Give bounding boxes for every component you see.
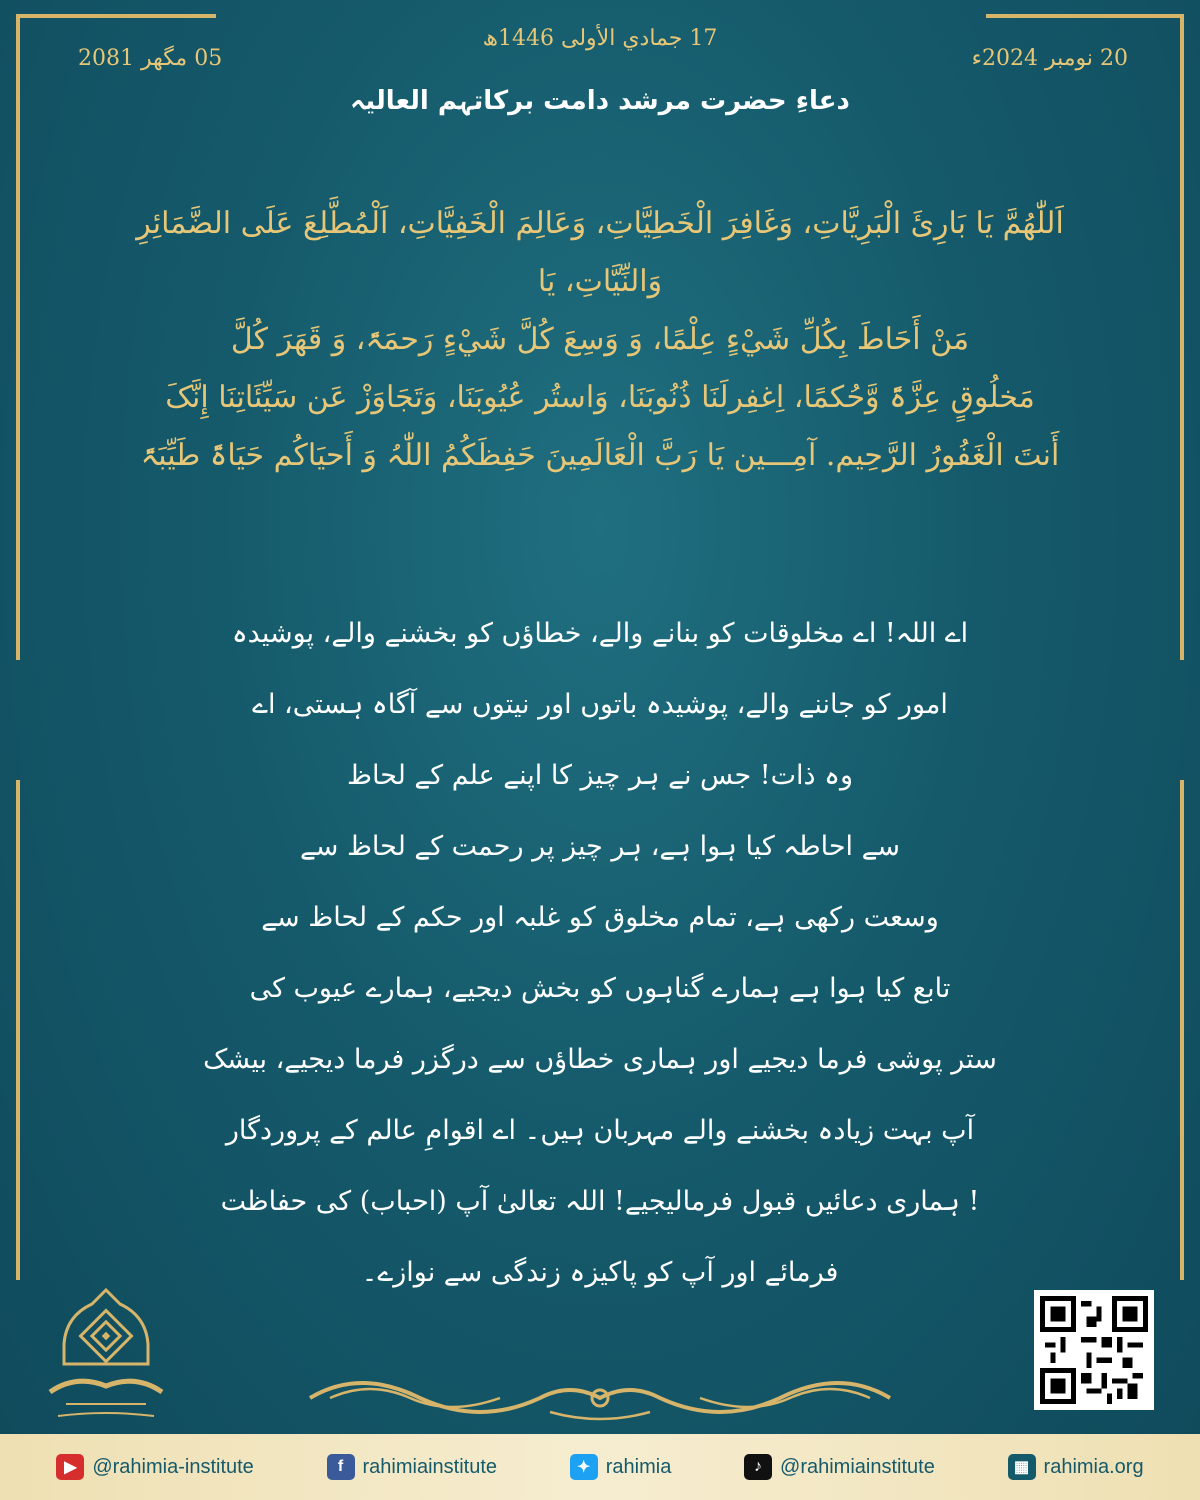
- urdu-line: تابع کیا ہوا ہے ہمارے گناہوں کو بخش دیجیے، ہمارے عیوب کی: [249, 973, 951, 1004]
- arabic-line: مَنْ أَحَاطَ بِکُلِّ شَيْءٍ عِلْمًا، وَ وَسِعَ کُلَّ شَيْءٍ رَحمَۃً، وَ قَھَرَ کُلَّ: [230, 322, 970, 357]
- urdu-line: وہ ذات! جس نے ہر چیز کا اپنے علم کے لحاظ: [347, 760, 853, 791]
- website-link[interactable]: [1008, 1454, 1144, 1480]
- arabic-prayer: [90, 195, 1110, 485]
- decorative-ornament: [300, 1368, 900, 1428]
- qr-code[interactable]: [1034, 1290, 1154, 1410]
- urdu-line: وسعت رکھی ہے، تمام مخلوق کو غلبہ اور حکم کے لحاظ سے: [261, 902, 939, 933]
- tiktok-icon: ♪: [744, 1454, 772, 1480]
- tiktok-handle: @rahimiainstitute: [780, 1455, 935, 1478]
- social-footer: [0, 1434, 1200, 1500]
- twitter-link[interactable]: [570, 1454, 672, 1480]
- twitter-handle: rahimia: [605, 1455, 672, 1478]
- urdu-line: اے اللہ! اے مخلوقات کو بنانے والے، خطاؤں کو بخشنے والے، پوشیدہ: [231, 618, 969, 649]
- urdu-line: امور کو جاننے والے، پوشیدہ باتوں اور نیتوں سے آگاہ ہستی، اے: [252, 689, 948, 720]
- globe-icon: ▦: [1008, 1454, 1036, 1480]
- website-url: rahimia.org: [1043, 1455, 1144, 1478]
- frame-right-lower: [1180, 780, 1184, 1280]
- youtube-icon: ▶: [56, 1454, 84, 1480]
- frame-top-right: [986, 14, 1184, 18]
- gregorian-date: 20 نومبر 2024ء: [971, 46, 1128, 71]
- youtube-link[interactable]: [56, 1454, 253, 1480]
- urdu-line: ! ہماری دعائیں قبول فرمالیجیے! اللہ تعالیٰ آپ (احباب) کی حفاظت: [220, 1186, 980, 1217]
- urdu-line: فرمائے اور آپ کو پاکیزہ زندگی سے نوازے۔: [361, 1257, 839, 1288]
- bikrami-date: 05 مگھر 2081: [78, 46, 223, 71]
- tiktok-link[interactable]: [744, 1454, 935, 1480]
- arabic-line: مَخلُوقٍ عِزَّۃً وَّحُکمًا، اِغفِرلَنَا ذُنُوبَنَا، وَاستُر عُیُوبَنَا، وَتَجَاوَزْ عَن سَیِّئَاتِنَا إِنَّکَ: [165, 380, 1035, 415]
- page-title: دعاءِ حضرت مرشد دامت برکاتہم العالیہ: [350, 86, 850, 116]
- arabic-line: اَللّٰھُمَّ یَا بَارِئَ الْبَرِیَّاتِ، وَغَافِرَ الْخَطِیَّاتِ، وَعَالِمَ الْخَفِیَّاتِ، اَلْمُطَّلِعَ عَلَی الضَّمَائِرِ وَالنِّیَّاتِ، یَا: [136, 206, 1064, 299]
- hijri-date: 17 جمادي الأولى 1446ھ: [482, 26, 718, 51]
- urdu-line: آپ بہت زیادہ بخشنے والے مہربان ہیں۔ اے اقوامِ عالم کے پروردگار: [225, 1115, 975, 1146]
- facebook-link[interactable]: [327, 1454, 498, 1480]
- facebook-handle: rahimiainstitute: [362, 1455, 498, 1478]
- frame-left-lower: [16, 780, 20, 1280]
- frame-top-left: [16, 14, 216, 18]
- urdu-line: سے احاطہ کیا ہوا ہے، ہر چیز پر رحمت کے لحاظ سے: [299, 831, 901, 862]
- rahimia-logo: [36, 1282, 176, 1432]
- twitter-icon: ✦: [570, 1454, 598, 1480]
- arabic-line: أَنتَ الْغَفُورُ الرَّحِیم. آمِـــین یَا رَبَّ الْعَالَمِینَ حَفِظَکُمُ اللّٰہُ وَ أَحیَاکُم حَیَاۃً طَیِّبَۃً: [140, 438, 1060, 473]
- urdu-line: ستر پوشی فرما دیجیے اور ہماری خطاؤں سے درگزر فرما دیجیے، بیشک: [203, 1044, 997, 1075]
- youtube-handle: @rahimia-institute: [92, 1455, 254, 1478]
- facebook-icon: f: [327, 1454, 355, 1480]
- urdu-translation: [200, 598, 1000, 1308]
